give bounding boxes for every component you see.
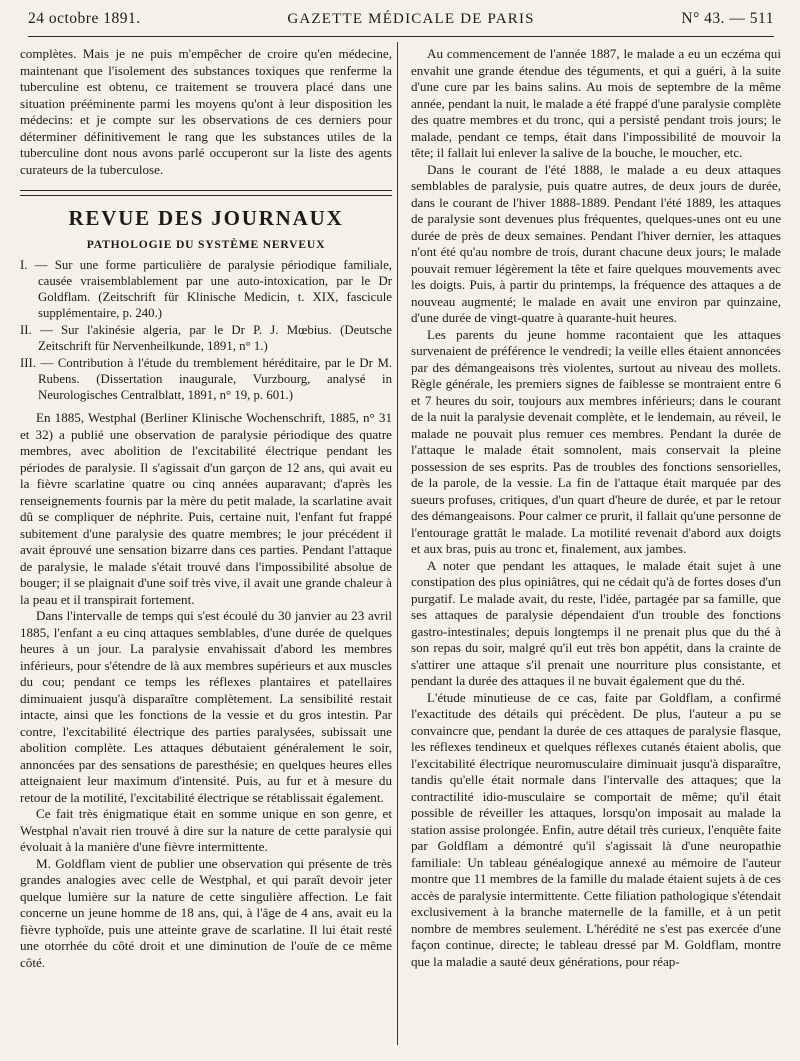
header-rule bbox=[28, 36, 774, 37]
reference-item bbox=[20, 257, 392, 321]
journal-title: GAZETTE MÉDICALE DE PARIS bbox=[287, 11, 535, 27]
reference-text: Contribution à l'étude du tremblement héréditaire, par le Dr M. Rubens. (Dissertation inaugurale, Vurzbourg, analysé in Neurologisches Centralblatt, 1891, n° 19, p. 601.) bbox=[38, 356, 392, 402]
body-paragraph: M. Goldflam vient de publier une observation qui présente de très grandes analogies avec celle de Westphal, et qui paraît devoir jeter quelque lumière sur la nature de cette singulière affection. Le fait concerne un jeune homme de 18 ans, qui, à l'âge de 4 ans, avait eu la fièvre typhoïde, puis une atteinte grave de scarlatine. Il lui était resté une otorrhée du côté droit et une diminution de l'ouïe de ce même côté. bbox=[20, 855, 392, 970]
reference-number: II. — bbox=[20, 323, 53, 337]
reference-number: III. — bbox=[20, 356, 54, 370]
reference-number: I. — bbox=[20, 258, 48, 272]
reference-text: Sur l'akinésie algeria, par le Dr P. J. Mœbius. (Deutsche Zeitschrift für Nervenheilkunde, 1891, n° 1.) bbox=[38, 323, 392, 353]
column-divider bbox=[397, 42, 398, 1045]
body-paragraph: Ce fait très énigmatique était en somme unique en son genre, et Westphal n'avait rien trouvé à dire sur la nature de cette paralysie qui évoluait à la manière d'une fièvre intermittente. bbox=[20, 806, 392, 854]
body-paragraph: En 1885, Westphal (Berliner Klinische Wochenschrift, 1885, n° 31 et 32) a publié une observation de paralysie périodique des quatre membres, avec abolition de l'excitabilité électrique pendant les périodes de paralysie. Il s'agissait d'un garçon de 12 ans, qui avait eu la fièvre scarlatine quatre ou cinq années auparavant; d'après les renseignements fournis par la mère du petit malade, la scarlatine avait dû se compliquer de néphrite. Puis, certaine nuit, l'enfant fut frappé subitement d'une paralysie des quatre membres; le jour précédent il avait éprouvé une sensation bizarre dans ces parties. Pendant l'attaque de paralysie, le malade s'était trouvé dans l'impossibilité absolue de bouger; il se plaignait d'une soif très vive, il avait une grande chaleur à la peau et il transpirait fortement. bbox=[20, 410, 392, 607]
running-header bbox=[28, 10, 774, 34]
reference-item bbox=[20, 322, 392, 354]
reference-text: Sur une forme particulière de paralysie périodique familiale, causée vraisemblablement par une auto-intoxication, par le Dr Goldflam. (Zeitschrift für Klinische Medicin, t. XIX, fascicule supplémentaire, p. 240.) bbox=[38, 258, 392, 320]
body-paragraph: A noter que pendant les attaques, le malade était sujet à une constipation des plus opiniâtres, qui ne cédait qu'à de fortes doses d'un purgatif. Le malade avait, du reste, l'idée, partagée par sa famille, que ses attaques de paralysie dépendaient d'un trouble des fonctions gastro-intestinales; depuis longtemps il ne prenait plus que du thé à son repas du soir, malgré qu'il eut très bon appétit, dans la crainte de s'attirer une attaque s'il prenait une nourriture plus consistante, et pendant la durée des attaques il ne buvait également que du thé. bbox=[411, 557, 781, 688]
body-paragraph: Dans l'intervalle de temps qui s'est écoulé du 30 janvier au 23 avril 1885, l'enfant a eu cinq attaques semblables, d'une durée de quelques heures à un jour. La paralysie envahissait d'abord les membres inférieurs, pour s'étendre de là aux membres supérieurs et aux muscles du cou; pendant ce temps les réflexes plantaires et patellaires diminuaient jusqu'à disparaître complètement. La sensibilité restait intacte, ainsi que les fonctions de la vessie et du gros intestin. Par contre, l'excitabilité électrique des parties paralysées, subissait une abolition complète. Les attaques débutaient généralement le soir, annoncées par des sensations de paresthésie; en quelques heures elles atteignaient leur maximum d'intensité. Puis, au fur et à mesure du retour de la motilité, l'excitabilité électrique se rétablissait également. bbox=[20, 608, 392, 805]
section-divider bbox=[20, 190, 392, 196]
right-column bbox=[411, 46, 781, 1047]
page-number: N° 43. — 511 bbox=[681, 10, 774, 27]
reference-item bbox=[20, 355, 392, 403]
issue-date: 24 octobre 1891. bbox=[28, 10, 141, 27]
body-paragraph: L'étude minutieuse de ce cas, faite par Goldflam, a confirmé l'exactitude des détails qui précèdent. De plus, l'auteur a pu se convaincre que, pendant la durée de ces attaques de paralysie flasque, les réflexes tendineux et quelques réflexes cutanés étaient abolis, que l'excitabilité électrique neuromusculaire diminuait jusqu'à disparaître, tandis qu'elle était normale dans l'intervalle des attaques; que la contractilité idio-musculaire se comportait de même; qu'il était possible de réveiller les attaques, lorsqu'on imposait au malade la station assise prolongée. Enfin, autre détail très curieux, l'enquête faite par Goldflam a démontré qu'il s'agissait là d'une neuropathie familiale: Un tableau généalogique annexé au mémoire de l'auteur montre que 11 membres de la famille du malade étaient sujets à de ces accès de paralysie intermittente. Cette filiation pathologique s'étendait exclusivement à la branche maternelle de la famille, et à un petit nombre de membres seulement. L'hérédité ne s'est pas exercée d'une façon continue, directe; le tableau dressé par M. Goldflam, montre que la maladie a sauté deux générations, pour réap- bbox=[411, 689, 781, 969]
subsection-title: PATHOLOGIE DU SYSTÈME NERVEUX bbox=[86, 237, 326, 251]
intro-paragraph: complètes. Mais je ne puis m'empêcher de croire qu'en médecine, maintenant que l'isolement des substances toxiques que renferme la tuberculine est obtenu, ce traitement se trouvera placé dans une situation prééminente parmi les moyens qu'ont à leur disposition les médecins: et je compte sur les observations de ces derniers pour déterminer définitivement le rang que les substances utiles de la tuberculine dont nous avons parlé occuperont sur la liste des agents curateurs de la tuberculose. bbox=[20, 46, 392, 177]
body-paragraph: Les parents du jeune homme racontaient que les attaques survenaient de préférence le vendredi; la veille elles étaient annoncées par des démangeaisons très violentes, surtout au niveau des mollets. Règle générale, les premiers signes de faiblesse se montraient entre 6 et 7 heures du soir, toujours aux membres inférieurs; dans le courant de la nuit la paralysie devenait complète, et le lendemain, au réveil, le malade ne pouvait plus remuer ces membres. Pendant la durée de l'attaque le malade était somnolent, mais conservait la pleine possession de ses esprits. Pas de troubles des fonctions sensorielles, de la parole, de la vessie. La fin de l'attaque était marquée par des sueurs profuses, critiques, d'un quart d'heure de durée, et par le retour des démangeaisons. Pour calmer ce prurit, il fallait qu'une personne de l'entourage grattât le malade. La motilité revenait d'abord aux doigts et aux bras, puis au tronc et, finalement, aux jambes. bbox=[411, 326, 781, 556]
body-paragraph: Au commencement de l'année 1887, le malade a eu un eczéma qui envahit une grande étendue des téguments, et qui a guéri, à la suite d'une cure par les bains salins. Au mois de septembre de la même année, pendant la nuit, le malade a été frappé d'une paralysie complète des quatre membres et du tronc, qui a persisté pendant trois jours; le malade, pendant ce temps, était dans l'impossibilité de mouvoir la tête; il fallait lui enlever la salive de la bouche, le moucher, etc. bbox=[411, 46, 781, 160]
section-title: REVUE DES JOURNAUX bbox=[68, 206, 344, 230]
body-paragraph: Dans le courant de l'été 1888, le malade a eu deux attaques semblables de paralysie, puis quatre autres, de deux jours de durée, dans le courant de l'hiver 1888-1889. Pendant l'été 1889, les attaques de paralysie sont devenues plus fréquentes, quelques-unes ont eu une durée de près de deux semaines. Pendant l'hiver dernier, les attaques n'ont été qu'au nombre de trois, durant chacune deux jours; le malade pouvait remuer légèrement la tête et faire quelques mouvements avec les doigts. Puis, à partir du printemps, la fréquence des attaques a de nouveau augmenté; le malade en avait une environ par quinzaine, d'une durée de vingt-quatre à quarante-huit heures. bbox=[411, 161, 781, 325]
left-column bbox=[20, 46, 392, 1047]
